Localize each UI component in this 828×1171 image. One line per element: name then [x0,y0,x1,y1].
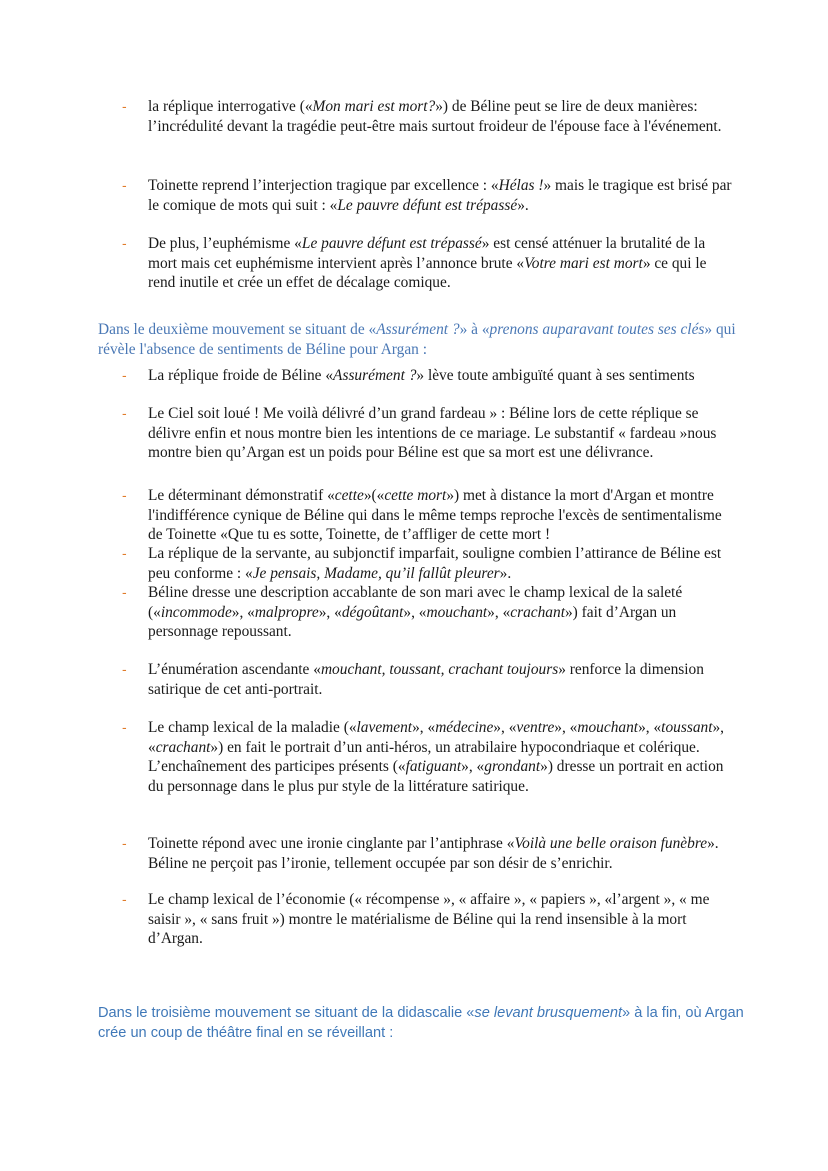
list-item [122,660,733,699]
italic-quote: lavement [356,719,413,736]
italic-quote: grondant [484,758,541,776]
list-item [122,97,733,136]
section-heading-third-movement: Dans le troisième mouvement se situant de la didascalie «se levant brusquement» à la fin, où Argan crée un coup de théâtre final en se réveillant : [98,1005,744,1041]
list-item [122,366,733,386]
italic-quote: dégoûtant [341,603,404,621]
list-item [122,718,733,796]
list-item-text: Béline dresse une description accablante de son mari avec le champ lexical de la saleté («incommode», «malpropre», «dégoûtant», «mouchant», «crachant») fait d’Argan un personnage repoussant. [148,584,683,641]
section-heading-second-movement: Dans le deuxième mouvement se situant de «Assurément ?» à «prenons auparavant toutes ses clés» qui révèle l'absence de sentiments de Béline pour Argan : [98,321,736,358]
bullet-dash: - [122,545,127,561]
list-item [122,404,733,463]
list-item-text: L’énumération ascendante «mouchant, toussant, crachant toujours» renforce la dimension satirique de cet anti-portrait. [148,661,704,698]
list-item-text: De plus, l’euphémisme «Le pauvre défunt est trépassé» est censé atténuer la brutalité de la mort mais cet euphémisme intervient après l’annonce brute «Votre mari est mort» ce qui le rend inutile et crée un effet de décalage comique. [148,235,707,292]
bullet-dash: - [122,661,127,677]
bullet-dash: - [122,235,127,251]
bullet-dash: - [122,367,127,383]
list-item-text: Toinette répond avec une ironie cinglante par l’antiphrase «Voilà une belle oraison funèbre». Béline ne perçoit pas l’ironie, tellement occupée par son désir de s’enrichir. [148,835,719,872]
list-item-text: Le Ciel soit loué ! Me voilà délivré d’un grand fardeau » : Béline lors de cette réplique se délivre enfin et nous montre bien les intentions de ce mariage. Le substantif « fardeau »nous montre bien qu’Argan est un poids pour Béline est que sa mort est une délivrance. [148,405,717,462]
italic-quote: Assurément ? [333,367,417,384]
italic-quote: Mon mari est mort? [312,98,436,115]
bullet-dash: - [122,405,127,421]
italic-quote: Hélas ! [498,177,544,194]
italic-quote: crachant [155,738,211,756]
italic-quote: médecine [435,719,494,736]
list-item-text: Toinette reprend l’interjection tragique par excellence : «Hélas !» mais le tragique est brisé par le comique de mots qui suit : «Le pauvre défunt est trépassé». [148,177,732,214]
italic-quote: malpropre [254,603,319,621]
italic-quote: ventre [516,719,555,736]
bullet-dash: - [122,584,127,600]
italic-quote: Le pauvre défunt est trépassé [337,196,518,214]
list-item-text: La réplique froide de Béline «Assurément ?» lève toute ambiguïté quant à ses sentiments [148,367,695,384]
italic-quote: mouchant, toussant, crachant toujours [320,661,559,678]
list-item [122,544,733,583]
list-item [122,486,733,545]
bullet-dash: - [122,835,127,851]
bullet-dash: - [122,891,127,907]
list-item-text: la réplique interrogative («Mon mari est mort?») de Béline peut se lire de deux manières: l’incrédulité devant la tragédie peut-être mais surtout froideur de l'épouse face à l'événement. [148,98,722,135]
italic-quote: mouchant [426,603,488,621]
list-item [122,890,733,949]
bullet-dash: - [122,487,127,503]
list-item [122,176,733,215]
bullet-dash: - [122,98,127,114]
italic-quote: Votre mari est mort [524,254,643,272]
italic-quote: prenons auparavant toutes ses clés [489,321,705,338]
italic-quote: crachant [510,603,565,621]
list-item-text: Le champ lexical de la maladie («lavement», «médecine», «ventre», «mouchant», «toussant», «crachant») en fait le portrait d’un anti-héros, un atrabilaire hypocondriaque et colérique. L’enchaînement des participes présents («fatiguant», «grondant») dresse un portrait en action du personnage dans le plus pur style de la littérature satirique. [148,719,725,795]
italic-quote: incommode [160,603,232,621]
list-item [122,583,733,642]
bullet-dash: - [122,177,127,193]
list-item-text: Le déterminant démonstratif «cette»(«cette mort») met à distance la mort d'Argan et montre l'indifférence cynique de Béline qui dans le même temps reproche l'excès de sentimentalisme de Toinette «Que tu es sotte, Toinette, de t’affliger de cette mort ! [148,487,722,544]
list-item [122,234,733,293]
italic-quote: cette [334,487,364,504]
italic-quote: Assurément ? [376,321,460,338]
italic-quote: mouchant [577,719,639,736]
italic-quote: se levant brusquement [474,1005,623,1021]
bullet-dash: - [122,719,127,735]
italic-quote: fatiguant [405,758,462,776]
italic-quote: cette mort [384,487,447,504]
italic-quote: Voilà une belle oraison funèbre [514,835,708,852]
list-item-text: Le champ lexical de l’économie (« récompense », « affaire », « papiers », «l’argent », « me saisir », « sans fruit ») montre le matérialisme de Béline qui la rend insensible à la mort d’Argan. [148,891,710,948]
italic-quote: Je pensais, Madame, qu’il fallût pleurer [252,564,500,582]
italic-quote: Le pauvre défunt est trépassé [301,235,482,252]
list-item [122,834,733,873]
list-item-text: La réplique de la servante, au subjonctif imparfait, souligne combien l’attirance de Béline est peu conforme : «Je pensais, Madame, qu’il fallût pleurer». [148,545,722,582]
italic-quote: toussant [661,719,713,736]
